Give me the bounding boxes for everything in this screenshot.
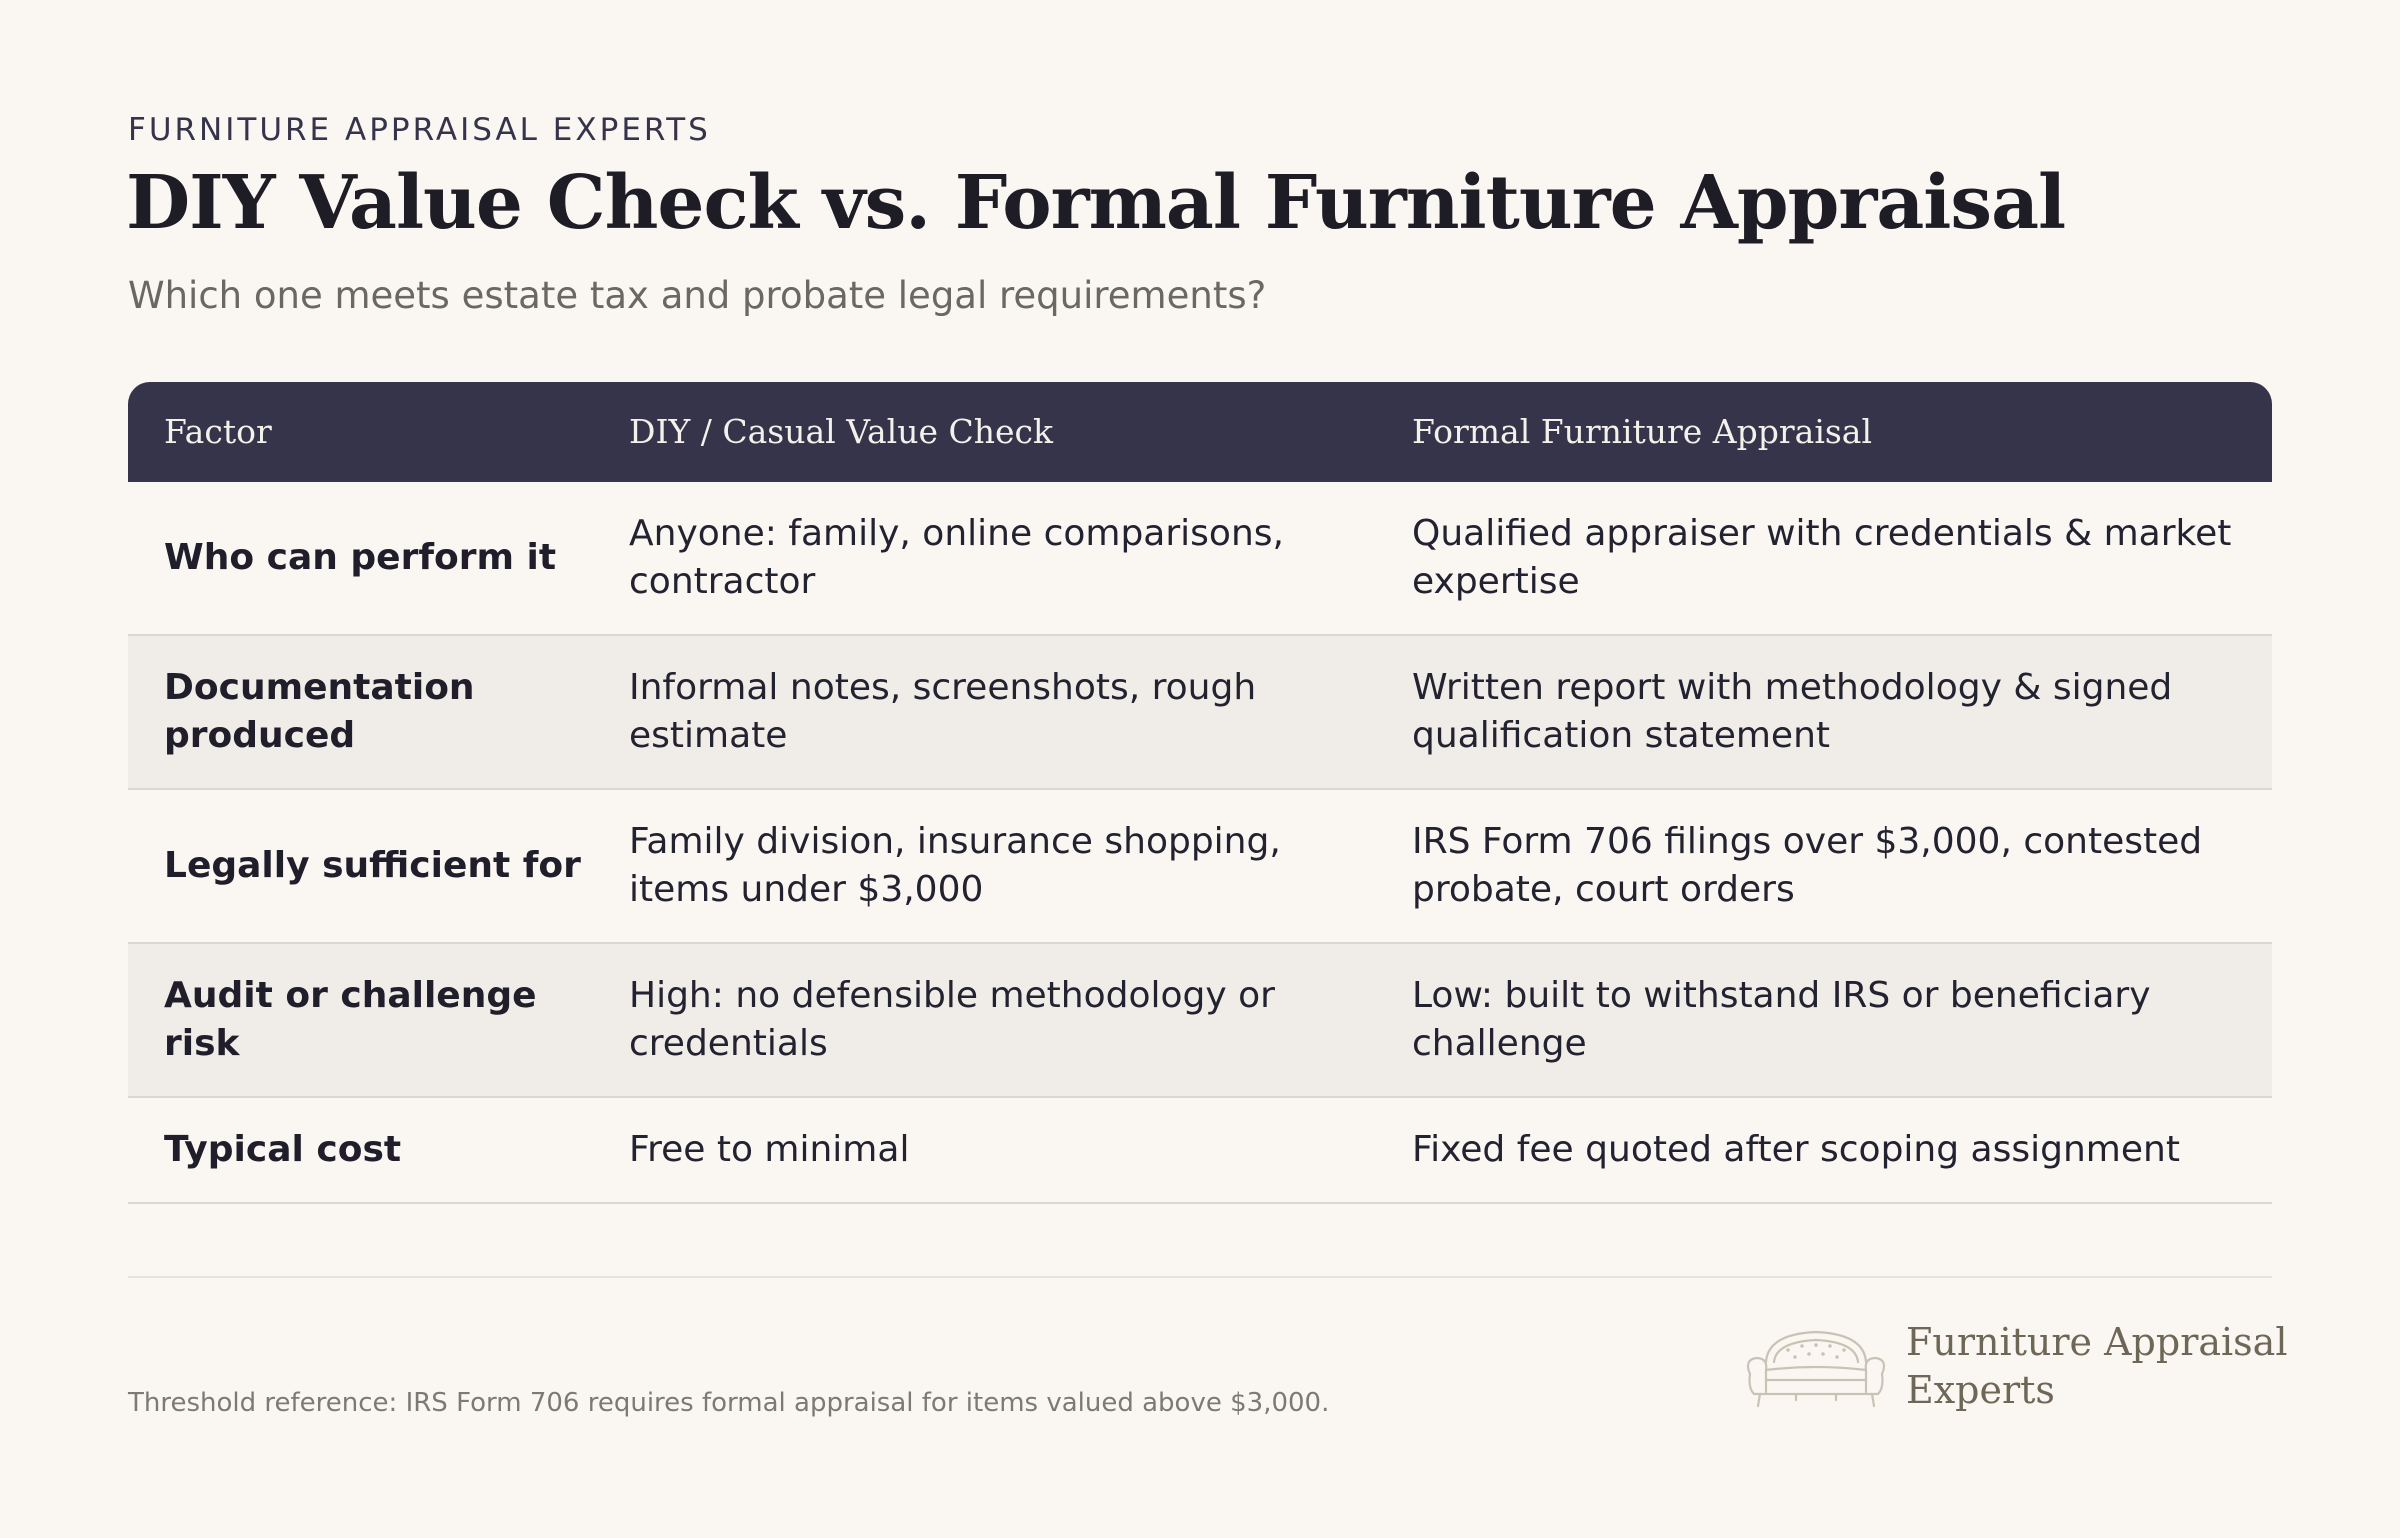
- row-factor: Documentation produced: [164, 667, 475, 756]
- table-row: [128, 636, 2272, 790]
- page-title: DIY Value Check vs. Formal Furniture Appraisal: [126, 160, 2066, 246]
- table-row: [128, 482, 2272, 636]
- row-diy-value: High: no defensible methodology or credentials: [629, 975, 1275, 1064]
- brand-logo-text: [1906, 1318, 2287, 1414]
- sofa-icon: [1736, 1322, 1896, 1422]
- row-formal-value: Written report with methodology & signed qualification statement: [1412, 667, 2173, 756]
- row-factor: Typical cost: [164, 1129, 402, 1170]
- row-factor: Legally sufficient for: [164, 845, 581, 886]
- footnote: Threshold reference: IRS Form 706 requires formal appraisal for items valued above $3,000.: [128, 1388, 1330, 1418]
- page-subtitle: Which one meets estate tax and probate legal requirements?: [128, 274, 1267, 317]
- row-formal-value: IRS Form 706 filings over $3,000, contested probate, court orders: [1412, 821, 2203, 910]
- table-header: [128, 382, 2272, 482]
- column-header-diy: DIY / Casual Value Check: [629, 412, 1054, 451]
- column-header-formal: Formal Furniture Appraisal: [1412, 412, 1873, 451]
- table-row: [128, 790, 2272, 944]
- row-formal-value: Low: built to withstand IRS or beneficiary challenge: [1412, 975, 2151, 1064]
- eyebrow-label: FURNITURE APPRAISAL EXPERTS: [128, 112, 711, 148]
- row-formal-value: Fixed fee quoted after scoping assignment: [1412, 1129, 2180, 1170]
- row-formal-value: Qualified appraiser with credentials & market expertise: [1412, 513, 2232, 602]
- row-diy-value: Informal notes, screenshots, rough estimate: [629, 667, 1257, 756]
- row-factor: Audit or challenge risk: [164, 975, 537, 1064]
- comparison-table: [128, 382, 2272, 1204]
- row-diy-value: Anyone: family, online comparisons, contractor: [629, 513, 1284, 602]
- row-factor: Who can perform it: [164, 537, 557, 578]
- table-row: [128, 1098, 2272, 1204]
- table-row: [128, 944, 2272, 1098]
- footer-divider: [128, 1276, 2272, 1278]
- brand-logo: [1736, 1318, 2288, 1418]
- row-diy-value: Free to minimal: [629, 1129, 910, 1170]
- brand-name-line1: Furniture Appraisal: [1906, 1320, 2288, 1364]
- column-header-factor: Factor: [164, 412, 272, 451]
- brand-name-line2: Experts: [1906, 1368, 2055, 1412]
- row-diy-value: Family division, insurance shopping, items under $3,000: [629, 821, 1281, 910]
